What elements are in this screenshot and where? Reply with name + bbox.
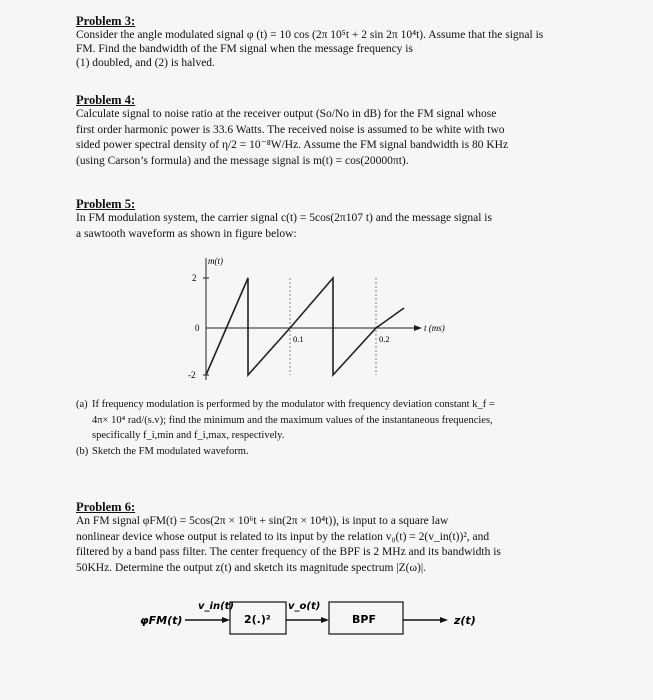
problem-6-title: Problem 6: <box>76 500 136 514</box>
problem-4-line-2: first order harmonic power is 33.6 Watts. The received noise is assumed to be white with two <box>76 123 505 136</box>
input-arrow-icon <box>222 617 230 623</box>
problem-6-line-1: An FM signal φFM(t) = 5cos(2π × 10⁶t + sin(2π × 10⁴t)), is input to a square law <box>76 515 449 527</box>
part-a-indent-2 <box>76 428 92 444</box>
part-a-cont-2 <box>76 428 568 444</box>
output-label: z(t) <box>454 614 476 627</box>
part-b-label: (b) <box>76 445 89 457</box>
x-tick-label-0-1: 0.1 <box>293 334 304 344</box>
x-tick-label-0-2: 0.2 <box>379 334 390 344</box>
y-tick-label-neg2: -2 <box>188 370 196 380</box>
bpf-label: BPF <box>352 613 376 626</box>
problem-6-line-4: 50KHz. Determine the output z(t) and sketch its magnitude spectrum |Z(ω)|. <box>76 561 427 574</box>
problem-4-title: Problem 4: <box>76 93 136 107</box>
square-law-label: 2(.)² <box>244 613 271 626</box>
part-a-label: (a) <box>76 399 88 410</box>
problem-4-line-3: sided power spectral density of η/2 = 10⁻⁸W/Hz. Assume the FM signal bandwidth is 80 KHz <box>76 139 509 151</box>
part-a <box>76 397 568 413</box>
sawtooth-waveform <box>206 278 404 375</box>
block-diagram <box>140 594 520 644</box>
part-a-line-1: If frequency modulation is performed by the modulator with frequency deviation constant k_f = <box>92 399 495 410</box>
problem-4-line-1: Calculate signal to noise ratio at the receiver output (So/No in dB) for the FM signal whose <box>76 108 497 120</box>
problem-3-line-2: FM. Find the bandwidth of the FM signal when the message frequency is <box>76 43 413 55</box>
problem-3-line-3: (1) doubled, and (2) is halved. <box>76 57 215 69</box>
part-a-indent <box>76 413 92 429</box>
problem-6 <box>76 500 568 576</box>
part-a-cont-1 <box>76 413 568 429</box>
input-label: φFM(t) <box>140 614 183 627</box>
problem-5-line-1: In FM modulation system, the carrier signal c(t) = 5cos(2π107 t) and the message signal is <box>76 212 492 224</box>
vin-label: v_in(t) <box>198 601 234 612</box>
vo-label: v_o(t) <box>288 601 321 612</box>
problem-3-line-1: Consider the angle modulated signal φ (t) = 10 cos (2π 10⁵t + 2 sin 2π 10⁴t). Assume that the signal is <box>76 29 544 41</box>
part-a-line-3: specifically f_i,min and f_i,max, respectively. <box>92 430 285 441</box>
problem-6-line-2: nonlinear device whose output is related to its input by the relation v₀(t) = 2(v_in(t))², and <box>76 530 490 543</box>
y-axis-label: m(t) <box>208 256 223 266</box>
problem-5-line-2: a sawtooth waveform as shown in figure below: <box>76 227 297 240</box>
part-b <box>76 444 568 460</box>
sawtooth-figure <box>170 252 480 384</box>
problem-5 <box>76 197 568 241</box>
problem-4 <box>76 93 568 169</box>
output-arrow-icon <box>440 617 448 623</box>
problem-4-line-4: (using Carson’s formula) and the message signal is m(t) = cos(20000πt). <box>76 154 409 167</box>
part-b-text: Sketch the FM modulated waveform. <box>92 445 249 457</box>
problem-6-line-3: filtered by a band pass filter. The center frequency of the BPF is 2 MHz and its bandwidth is <box>76 546 501 558</box>
problem-3-title: Problem 3: <box>76 14 136 28</box>
x-axis-label: t (ms) <box>424 323 445 333</box>
middle-arrow-icon <box>321 617 329 623</box>
problem-5-title: Problem 5: <box>76 197 136 211</box>
problem-5-parts <box>76 397 568 459</box>
x-axis-arrow-icon <box>414 325 422 331</box>
part-a-line-2: 4π× 10⁴ rad/(s.v); find the minimum and the maximum values of the instantaneous frequencies, <box>92 414 493 426</box>
y-tick-label-0: 0 <box>195 323 200 333</box>
problem-3 <box>76 14 568 70</box>
y-tick-label-2: 2 <box>192 273 197 283</box>
